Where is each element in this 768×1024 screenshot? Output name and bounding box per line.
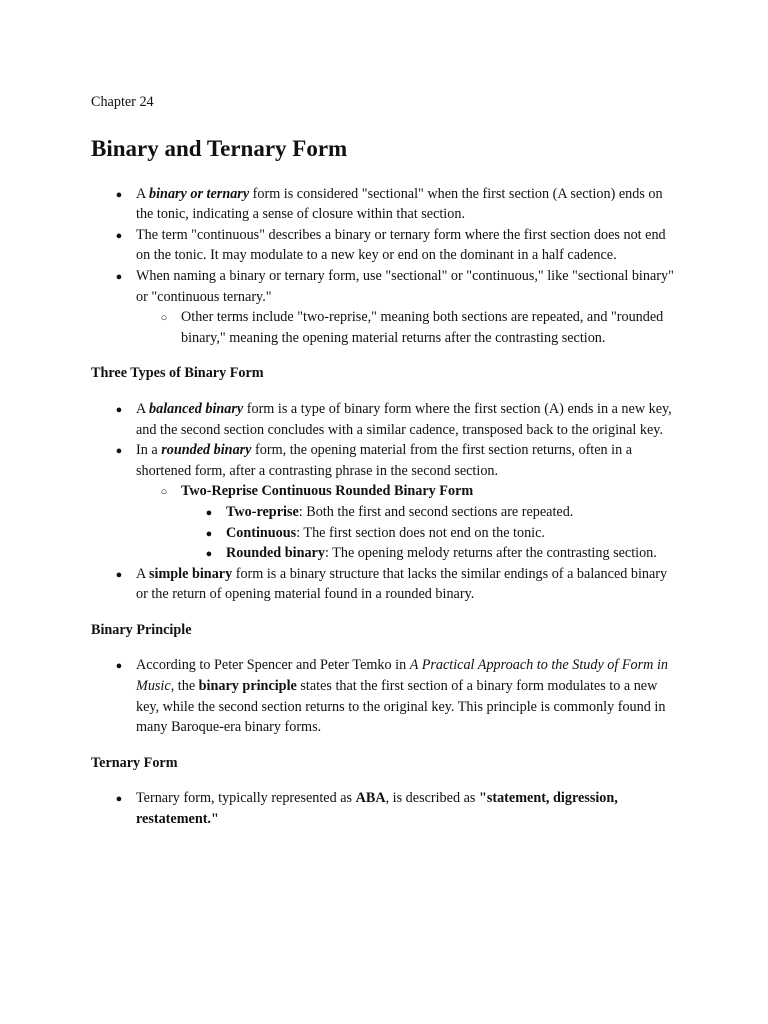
list-item: ● The term "continuous" describes a binary or ternary form where the first section does not end on the tonic. It may modulate to a new key or end on the dominant in a half cadence. xyxy=(91,225,678,266)
bullet-circle-icon xyxy=(157,481,171,503)
bullet-disc-icon xyxy=(202,543,216,565)
list-item: ● Ternary form, typically represented as ABA, is described as "statement, digression, restatement." xyxy=(91,788,678,829)
intro-list xyxy=(91,184,678,349)
sub-heading: Two-Reprise Continuous Rounded Binary Form xyxy=(181,483,474,500)
list-item: ● When naming a binary or ternary form, use "sectional" or "continuous," like "sectional binary" or "continuous ternary." ○ Other terms include "two-reprise," meaning both sections are repeated, and "rounded binary," meaning the opening material returns after the contrasting section. xyxy=(91,266,678,348)
bullet-disc-icon xyxy=(202,523,216,545)
bullet-disc-icon xyxy=(112,399,126,421)
list-item: ● A balanced binary form is a type of binary form where the first section (A) ends in a new key, and the second section concludes with a similar cadence, transposed back to the original key. xyxy=(91,399,678,440)
bullet-disc-icon xyxy=(112,266,126,288)
sub-list-item xyxy=(136,481,678,563)
emphasis-term: ABA xyxy=(355,790,386,807)
emphasis-quote: "statement, digression, restatement." xyxy=(136,790,618,828)
sub-sub-list-item: ● Continuous: The first section does not end on the tonic. xyxy=(181,523,678,544)
bullet-disc-icon xyxy=(112,564,126,586)
sub-sub-list-item: ● Rounded binary: The opening melody returns after the contrasting section. xyxy=(181,543,678,564)
list-item: ● In a rounded binary form, the opening material from the first section returns, often in a shortened form, after a contrasting phrase in the second section. ○ Two-Reprise Continuous Rounded Binary Form ● Two-reprise: Both the first and second sections are repeated. ● Continuous: The first section does not end on the tonic. ● Rounded binary: The opening melody returns after the contrasting section. xyxy=(91,440,678,564)
bullet-disc-icon xyxy=(202,502,216,524)
section-heading-principle: Binary Principle xyxy=(91,621,192,638)
sub-sub-list-item: ● Two-reprise: Both the first and second sections are repeated. xyxy=(181,502,678,523)
emphasis-term: binary principle xyxy=(198,678,297,695)
sub-list xyxy=(136,481,678,563)
bullet-disc-icon xyxy=(112,440,126,462)
section-heading-ternary: Ternary Form xyxy=(91,754,178,771)
bullet-disc-icon xyxy=(112,655,126,677)
emphasis-term: rounded binary xyxy=(161,442,252,459)
bullet-disc-icon xyxy=(112,184,126,206)
section-heading-types: Three Types of Binary Form xyxy=(91,365,264,382)
bullet-disc-icon xyxy=(112,788,126,810)
bullet-circle-icon xyxy=(157,307,171,329)
bullet-disc-icon xyxy=(112,225,126,247)
sub-sub-list xyxy=(181,502,678,564)
types-list xyxy=(91,399,678,605)
emphasis-term: simple binary xyxy=(149,565,233,582)
list-item: ● A binary or ternary form is considered "sectional" when the first section (A section) ends on the tonic, indicating a sense of closure within that section. xyxy=(91,184,678,225)
list-item: ● A simple binary form is a binary structure that lacks the similar endings of a balanced binary or the return of opening material found in a rounded binary. xyxy=(91,564,678,605)
sub-list xyxy=(136,307,678,348)
page-title: Binary and Ternary Form xyxy=(91,135,348,161)
list-item: ● According to Peter Spencer and Peter Temko in A Practical Approach to the Study of Form in Music, the binary principle states that the first section of a binary form modulates to a new key, while the second section returns to the original key. This principle is commonly found in many Baroque-era binary forms. xyxy=(91,655,678,737)
book-title: A Practical Approach to the Study of Form in Music xyxy=(136,657,668,695)
emphasis-term: binary or ternary xyxy=(149,185,250,202)
sub-list-item: ○ Other terms include "two-reprise," meaning both sections are repeated, and "rounded binary," meaning the opening material returns after the contrasting section. xyxy=(136,307,678,348)
principle-list xyxy=(91,655,678,737)
chapter-label: Chapter 24 xyxy=(91,94,154,110)
emphasis-term: balanced binary xyxy=(149,400,244,417)
ternary-list xyxy=(91,788,678,829)
